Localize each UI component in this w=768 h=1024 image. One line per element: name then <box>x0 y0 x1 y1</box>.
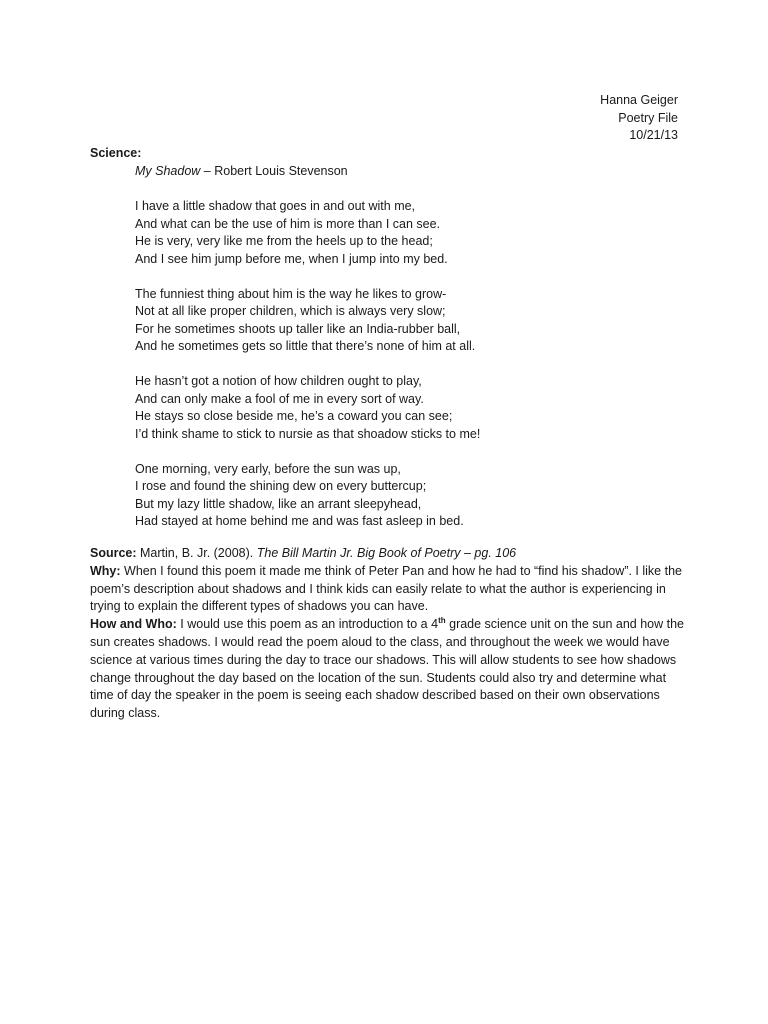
poem-line: He stays so close beside me, he’s a coward you can see; <box>135 409 453 423</box>
poem-block <box>135 163 480 548</box>
notes-block <box>90 545 690 723</box>
ordinal-suffix: th <box>438 616 446 626</box>
how-who-label: How and Who: <box>90 617 177 632</box>
document-title: Poetry File <box>618 110 678 125</box>
how-who-paragraph <box>90 616 690 723</box>
stanza-4 <box>135 461 480 531</box>
source-book-title: The Bill Martin Jr. Big Book of Poetry – pg. 106 <box>256 546 517 560</box>
poem-line: The funniest thing about him is the way he likes to grow- <box>135 286 447 301</box>
how-who-text-after: grade science unit on the sun and how the sun creates shadows. I would read the poem aloud to the class, and throughout the week we would have science at various times during the day to trace our shadows. This will allow students to see how shadows change throughout the day based on the location of the sun. Students could also try and determine what time of day the speaker in the poem is seeing each shadow described based on their own observations during class. <box>90 617 685 721</box>
source-citation: Martin, B. Jr. (2008). <box>136 546 257 560</box>
poem-line: He hasn’t got a notion of how children ought to play, <box>135 374 422 388</box>
poem-author: Robert Louis Stevenson <box>214 164 348 178</box>
source-label: Source: <box>90 546 137 560</box>
why-label: Why: <box>90 563 121 578</box>
section-label: Science: <box>90 146 142 160</box>
poem-line: I have a little shadow that goes in and out with me, <box>135 199 416 213</box>
header-block <box>600 92 678 145</box>
stanza-1 <box>135 198 480 268</box>
poem-title-separator: – <box>200 164 215 178</box>
poem-line: And he sometimes gets so little that there’s none of him at all. <box>135 339 476 353</box>
poem-line: And I see him jump before me, when I jump into my bed. <box>135 251 448 266</box>
document-date: 10/21/13 <box>629 128 678 142</box>
poem-line: Not at all like proper children, which is always very slow; <box>135 304 446 318</box>
how-who-text-before: I would use this poem as an introduction to a 4 <box>176 617 439 632</box>
why-paragraph <box>90 563 690 616</box>
poem-line: He is very, very like me from the heels up to the head; <box>135 234 433 248</box>
poem-line: One morning, very early, before the sun was up, <box>135 461 401 476</box>
poem-line: Had stayed at home behind me and was fast asleep in bed. <box>135 514 464 528</box>
poem-line: And can only make a fool of me in every sort of way. <box>135 391 424 406</box>
why-text: When I found this poem it made me think of Peter Pan and how he had to “find his shadow”. I like the poem’s description about shadows and I think kids can easily relate to what the author is experiencing in trying to explain the different types of shadows you can have. <box>90 563 682 614</box>
poem-line: And what can be the use of him is more than I can see. <box>135 216 441 231</box>
source-paragraph <box>90 545 690 563</box>
poem-title-line <box>135 163 480 181</box>
author-name: Hanna Geiger <box>600 93 678 107</box>
poem-title: My Shadow <box>135 164 201 178</box>
poem-line: But my lazy little shadow, like an arrant sleepyhead, <box>135 496 422 511</box>
stanza-3 <box>135 373 480 443</box>
stanza-2 <box>135 286 480 356</box>
poem-line: I rose and found the shining dew on every buttercup; <box>135 479 427 493</box>
poem-line: I’d think shame to stick to nursie as that shoadow sticks to me! <box>135 426 481 441</box>
poem-line: For he sometimes shoots up taller like an India-rubber ball, <box>135 321 461 336</box>
